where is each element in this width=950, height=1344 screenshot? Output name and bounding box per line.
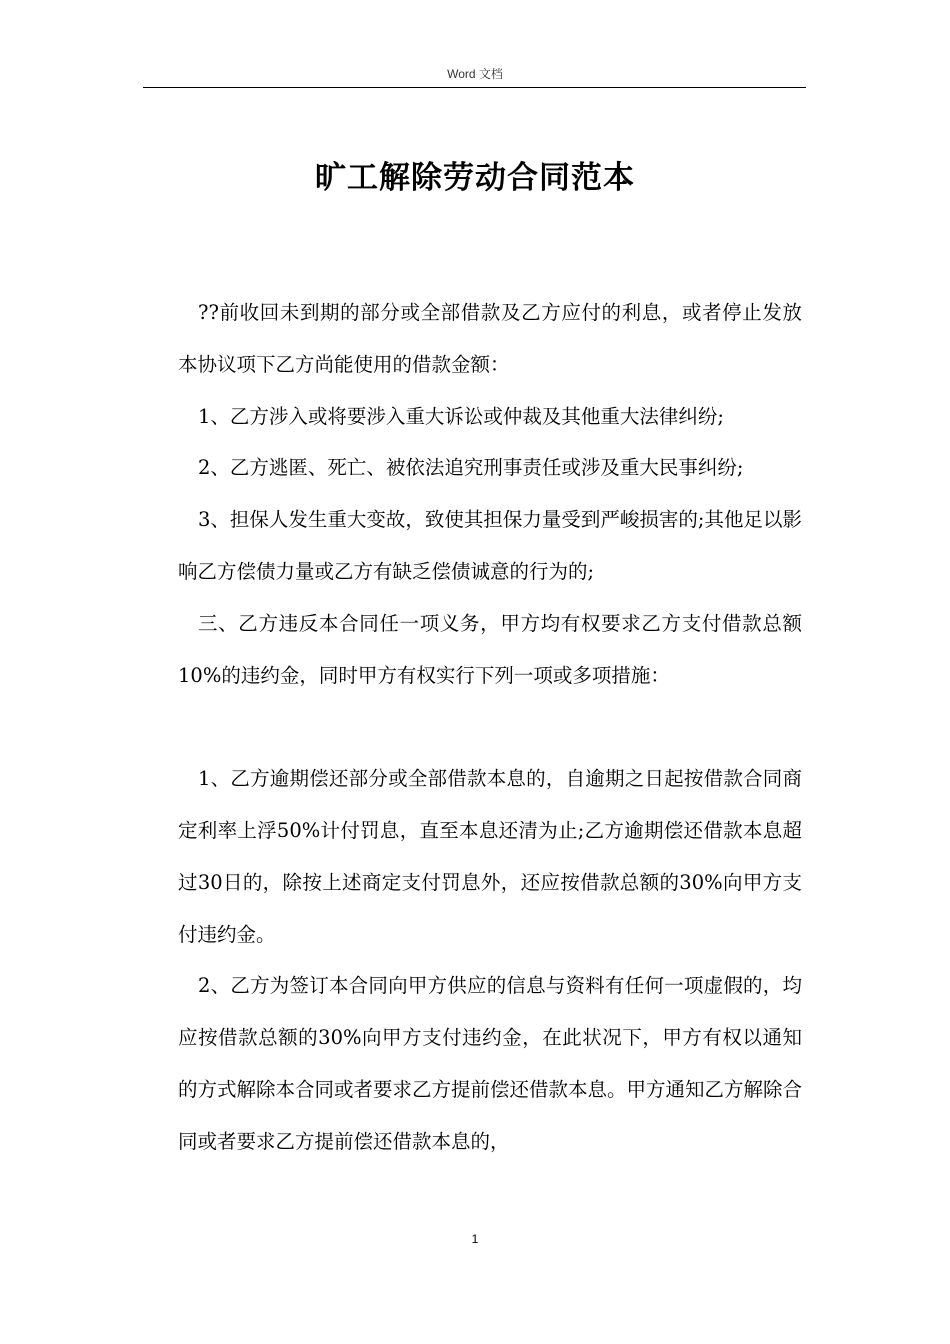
- paragraph: 2、乙方为签订本合同向甲方供应的信息与资料有任何一项虚假的，均应按借款总额的30%向甲方支付违约金，在此状况下，甲方有权以通知的方式解除本合同或者要求乙方提前偿还借款本息。甲方通知乙方解除合同或者要求乙方提前偿还借款本息的，: [178, 974, 803, 1153]
- paragraph: 3、担保人发生重大变故，致使其担保力量受到严峻损害的;其他足以影响乙方偿债力量或乙方有缺乏偿债诚意的行为的;: [178, 508, 802, 583]
- page-header-label: Word 文档: [447, 67, 503, 81]
- paragraph: 1、乙方逾期偿还部分或全部借款本息的，自逾期之日起按借款合同商定利率上浮50%计付罚息，直至本息还清为止;乙方逾期偿还借款本息超过30日的，除按上述商定支付罚息外，还应按借款总额的30%向甲方支付违约金。: [178, 767, 802, 946]
- paragraph: 1、乙方涉入或将要涉入重大诉讼或仲裁及其他重大法律纠纷;: [198, 404, 724, 428]
- document-body: [178, 287, 802, 1168]
- page-number: 1: [471, 1232, 479, 1246]
- blank-line: [178, 701, 802, 753]
- document-title: 旷工解除劳动合同范本: [315, 160, 635, 196]
- paragraph: ??前收回未到期的部分或全部借款及乙方应付的利息，或者停止发放本协议项下乙方尚能使用的借款金额：: [178, 301, 802, 376]
- paragraph: 三、乙方违反本合同任一项义务，甲方均有权要求乙方支付借款总额10%的违约金，同时甲方有权实行下列一项或多项措施：: [178, 611, 802, 687]
- header-divider: [143, 87, 806, 88]
- paragraph: 2、乙方逃匿、死亡、被依法追究刑事责任或涉及重大民事纠纷;: [198, 456, 744, 480]
